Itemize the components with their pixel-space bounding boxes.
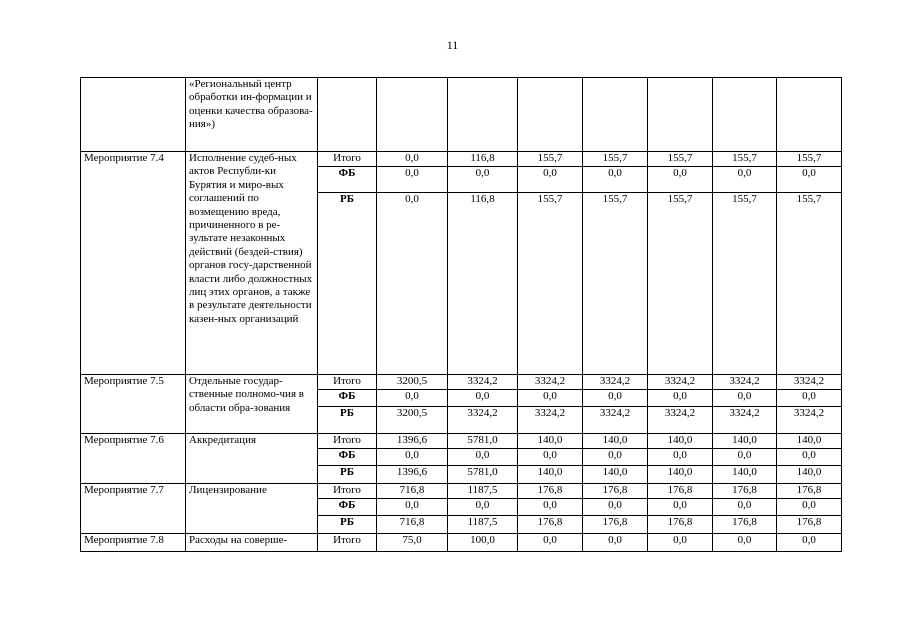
measure-description: Отдельные государ-ственные полномо-чия в области обра-зования: [186, 375, 318, 434]
funding-source: РБ: [318, 466, 377, 484]
value-cell: 3324,2: [713, 407, 777, 434]
funding-source: РБ: [318, 516, 377, 534]
value-cell: 5781,0: [448, 434, 518, 449]
measure-name: [81, 78, 186, 152]
value-cell: 3200,5: [377, 375, 448, 390]
funding-source: Итого: [318, 375, 377, 390]
value-cell: 1396,6: [377, 434, 448, 449]
table-row: [81, 152, 842, 167]
measure-name: Мероприятие 7.6: [81, 434, 186, 484]
funding-source: Итого: [318, 484, 377, 499]
value-cell: 176,8: [777, 516, 842, 534]
measure-description: Лицензирование: [186, 484, 318, 534]
value-cell: 3200,5: [377, 407, 448, 434]
value-cell: 0,0: [518, 499, 583, 516]
value-cell: 3324,2: [583, 407, 648, 434]
value-cell: 0,0: [448, 390, 518, 407]
value-cell: 155,7: [648, 152, 713, 167]
value-cell: 1187,5: [448, 516, 518, 534]
value-cell: 0,0: [777, 499, 842, 516]
value-cell: 0,0: [713, 167, 777, 193]
value-cell: 176,8: [583, 484, 648, 499]
funding-source: Итого: [318, 152, 377, 167]
value-cell: 116,8: [448, 193, 518, 375]
funding-source: ФБ: [318, 499, 377, 516]
value-cell: 3324,2: [648, 375, 713, 390]
value-cell: 176,8: [713, 516, 777, 534]
value-cell: 155,7: [583, 152, 648, 167]
funding-source: РБ: [318, 407, 377, 434]
value-cell: 0,0: [777, 390, 842, 407]
value-cell: 5781,0: [448, 466, 518, 484]
value-cell: 140,0: [518, 466, 583, 484]
value-cell: 0,0: [777, 534, 842, 552]
value-cell: 0,0: [518, 534, 583, 552]
value-cell: 176,8: [518, 484, 583, 499]
value-cell: 0,0: [377, 499, 448, 516]
value-cell: 3324,2: [448, 375, 518, 390]
value-cell: 75,0: [377, 534, 448, 552]
value-cell: 0,0: [713, 390, 777, 407]
value-cell: 0,0: [583, 167, 648, 193]
value-cell: 176,8: [648, 484, 713, 499]
value-cell: 1396,6: [377, 466, 448, 484]
table-row: [81, 434, 842, 449]
value-cell: 0,0: [583, 390, 648, 407]
value-cell: 140,0: [583, 434, 648, 449]
value-cell: 0,0: [518, 167, 583, 193]
value-cell: 1187,5: [448, 484, 518, 499]
value-cell: 3324,2: [648, 407, 713, 434]
value-cell: 0,0: [448, 499, 518, 516]
value-cell: 0,0: [377, 193, 448, 375]
value-cell: 0,0: [377, 390, 448, 407]
value-cell: 140,0: [713, 434, 777, 449]
value-cell: 176,8: [777, 484, 842, 499]
value-cell: 155,7: [777, 193, 842, 375]
value-cell: 3324,2: [777, 375, 842, 390]
value-cell: 0,0: [583, 499, 648, 516]
budget-table: [80, 77, 842, 552]
measure-description: Исполнение судеб-ных актов Республи-ки Бурятия и миро-вых соглашений по возмещению вреда, причиненного в ре-зультате незаконных действий (бездей-ствия) органов госу-дарственной власти либо должностных лиц этих органов, а также в результате деятельности казен-ных организаций: [186, 152, 318, 375]
funding-source: Итого: [318, 534, 377, 552]
measure-name: Мероприятие 7.4: [81, 152, 186, 375]
value-cell: 155,7: [518, 152, 583, 167]
measure-description: Аккредитация: [186, 434, 318, 484]
funding-source: Итого: [318, 434, 377, 449]
value-cell: 0,0: [377, 152, 448, 167]
value-cell: 0,0: [377, 449, 448, 466]
funding-source: ФБ: [318, 167, 377, 193]
value-cell: 0,0: [648, 449, 713, 466]
value-cell: 140,0: [777, 434, 842, 449]
value-cell: 140,0: [648, 434, 713, 449]
table-row: [81, 484, 842, 499]
value-cell: 0,0: [377, 167, 448, 193]
value-cell: 0,0: [648, 390, 713, 407]
empty-cell: [377, 78, 448, 152]
funding-source: ФБ: [318, 449, 377, 466]
value-cell: 140,0: [648, 466, 713, 484]
value-cell: 0,0: [713, 449, 777, 466]
value-cell: 0,0: [583, 534, 648, 552]
value-cell: 155,7: [518, 193, 583, 375]
value-cell: 140,0: [518, 434, 583, 449]
funding-source: РБ: [318, 193, 377, 375]
value-cell: 176,8: [648, 516, 713, 534]
value-cell: 3324,2: [518, 407, 583, 434]
value-cell: 0,0: [777, 167, 842, 193]
table-row: [81, 534, 842, 552]
value-cell: 140,0: [713, 466, 777, 484]
value-cell: 0,0: [448, 167, 518, 193]
empty-cell: [648, 78, 713, 152]
value-cell: 155,7: [713, 193, 777, 375]
value-cell: 100,0: [448, 534, 518, 552]
value-cell: 0,0: [777, 449, 842, 466]
value-cell: 0,0: [648, 534, 713, 552]
value-cell: 0,0: [518, 390, 583, 407]
value-cell: 3324,2: [518, 375, 583, 390]
measure-description: «Региональный центр обработки ин-формации и оценки качества образова-ния»): [186, 78, 318, 152]
value-cell: 140,0: [777, 466, 842, 484]
value-cell: 0,0: [448, 449, 518, 466]
value-cell: 0,0: [648, 167, 713, 193]
table-row: [81, 375, 842, 390]
budget-table-body: [81, 78, 842, 552]
value-cell: 140,0: [583, 466, 648, 484]
value-cell: 155,7: [713, 152, 777, 167]
empty-cell: [777, 78, 842, 152]
value-cell: 155,7: [648, 193, 713, 375]
value-cell: 0,0: [583, 449, 648, 466]
value-cell: 716,8: [377, 484, 448, 499]
empty-cell: [518, 78, 583, 152]
value-cell: 0,0: [518, 449, 583, 466]
value-cell: 0,0: [713, 499, 777, 516]
measure-name: Мероприятие 7.5: [81, 375, 186, 434]
value-cell: 3324,2: [583, 375, 648, 390]
value-cell: 116,8: [448, 152, 518, 167]
measure-name: Мероприятие 7.7: [81, 484, 186, 534]
value-cell: 0,0: [648, 499, 713, 516]
funding-source: ФБ: [318, 390, 377, 407]
value-cell: 3324,2: [777, 407, 842, 434]
value-cell: 176,8: [583, 516, 648, 534]
measure-name: Мероприятие 7.8: [81, 534, 186, 552]
empty-cell: [318, 78, 377, 152]
value-cell: 0,0: [713, 534, 777, 552]
value-cell: 176,8: [518, 516, 583, 534]
table-row: [81, 78, 842, 152]
value-cell: 155,7: [583, 193, 648, 375]
value-cell: 716,8: [377, 516, 448, 534]
value-cell: 3324,2: [448, 407, 518, 434]
empty-cell: [448, 78, 518, 152]
empty-cell: [713, 78, 777, 152]
measure-description: Расходы на соверше-: [186, 534, 318, 552]
empty-cell: [583, 78, 648, 152]
value-cell: 176,8: [713, 484, 777, 499]
page-number: 11: [446, 38, 459, 52]
value-cell: 3324,2: [713, 375, 777, 390]
value-cell: 155,7: [777, 152, 842, 167]
